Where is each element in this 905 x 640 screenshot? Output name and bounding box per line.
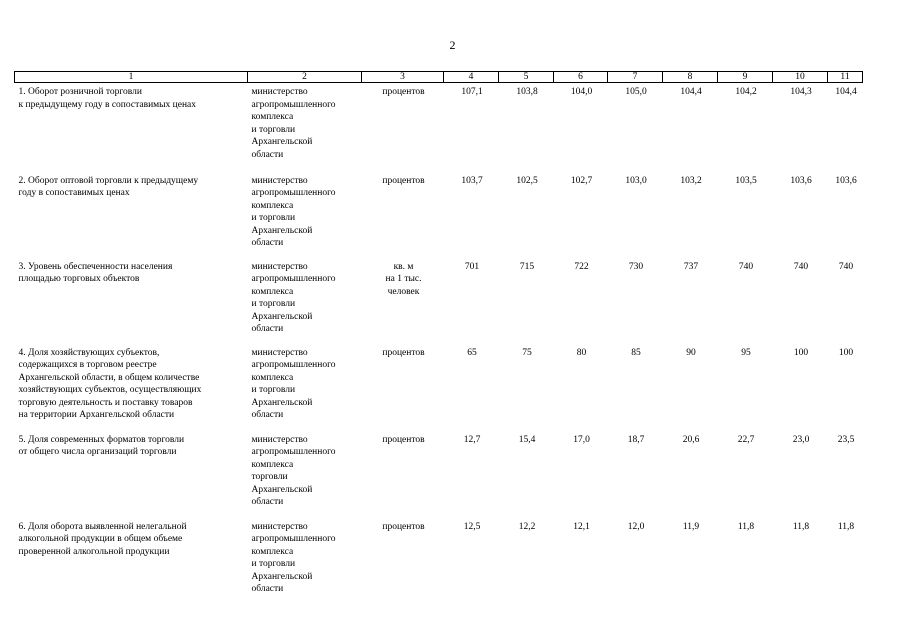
responsible-body-cell: министерство агропромышленного комплекса торговли Архангельской области	[251, 434, 336, 507]
value-cell: 737	[683, 261, 699, 272]
value-cell: 75	[522, 347, 532, 358]
responsible-body-cell: министерство агропромышленного комплекса и торговли Архангельской области	[251, 347, 336, 420]
value-cell: 104,4	[835, 87, 857, 97]
value-cell: 102,7	[570, 175, 593, 186]
value-cell: 23,0	[792, 434, 810, 445]
value-cell: 104,2	[735, 87, 757, 97]
page-number: 2	[449, 38, 456, 52]
column-header: 6	[554, 72, 608, 83]
column-header: 7	[608, 72, 663, 83]
value-cell: 80	[576, 347, 587, 358]
value-cell: 11,8	[792, 521, 810, 532]
unit-cell: кв. м на 1 тыс. человек	[385, 261, 422, 297]
value-cell: 103,5	[735, 175, 757, 186]
responsible-body-cell: министерство агропромышленного комплекса и торговли Архангельской области	[251, 521, 336, 594]
value-cell: 23,5	[837, 434, 855, 445]
value-cell: 12,5	[463, 521, 481, 532]
value-cell: 12,0	[627, 521, 645, 532]
indicator-row	[15, 257, 863, 343]
value-cell: 17,0	[573, 434, 590, 445]
responsible-body-cell: министерство агропромышленного комплекса и торговли Архангельской области	[251, 175, 336, 248]
value-cell: 107,1	[461, 87, 483, 97]
column-header: 9	[718, 72, 773, 83]
value-cell: 103,7	[461, 175, 483, 186]
indicator-name-cell: 2. Оборот оптовой торговли к предыдущему году в сопоставимых ценах	[18, 175, 199, 198]
value-cell: 65	[467, 347, 477, 358]
value-cell: 103,6	[835, 175, 857, 186]
value-cell: 104,0	[570, 87, 593, 97]
indicator-row	[15, 430, 863, 517]
responsible-body-cell: министерство агропромышленного комплекса и торговли Архангельской области	[251, 261, 336, 334]
column-header: 5	[499, 72, 554, 83]
value-cell: 12,7	[463, 434, 481, 445]
column-header: 3	[362, 72, 444, 83]
unit-cell: процентов	[382, 347, 425, 358]
column-header: 8	[663, 72, 718, 83]
value-cell: 730	[628, 261, 644, 272]
value-cell: 103,8	[516, 87, 538, 97]
unit-cell: процентов	[382, 434, 425, 445]
value-cell: 740	[838, 261, 854, 272]
indicator-name-cell: 6. Доля оборота выявленной нелегальной алкогольной продукции в общем объеме проверенной алкогольной продукции	[18, 521, 187, 557]
indicator-row	[15, 83, 863, 171]
value-cell: 85	[631, 347, 641, 358]
value-cell: 12,2	[518, 521, 536, 532]
value-cell: 100	[793, 347, 809, 358]
value-cell: 701	[464, 261, 480, 272]
column-header: 1	[15, 72, 248, 83]
value-cell: 102,5	[516, 175, 538, 186]
column-header: 4	[444, 72, 499, 83]
value-cell: 95	[741, 347, 751, 358]
unit-cell: процентов	[382, 175, 425, 186]
value-cell: 18,7	[627, 434, 645, 445]
column-header: 2	[248, 72, 362, 83]
responsible-body-cell: министерство агропромышленного комплекса и торговли Архангельской области	[251, 87, 336, 160]
value-cell: 11,8	[737, 521, 755, 532]
value-cell: 103,2	[680, 175, 702, 186]
value-cell: 12,1	[573, 521, 590, 532]
value-cell: 15,4	[518, 434, 536, 445]
value-cell: 104,3	[790, 87, 812, 97]
indicator-name-cell: 3. Уровень обеспеченности населения площадью торговых объектов	[18, 261, 173, 284]
value-cell: 740	[738, 261, 754, 272]
column-header: 11	[828, 72, 863, 83]
value-cell: 740	[793, 261, 809, 272]
value-cell: 22,7	[737, 434, 755, 445]
column-number-header-row	[15, 72, 863, 83]
indicator-name-cell: 1. Оборот розничной торговли к предыдущему году в сопоставимых ценах	[18, 87, 197, 110]
unit-cell: процентов	[382, 521, 425, 532]
value-cell: 722	[574, 261, 589, 272]
value-cell: 715	[519, 261, 535, 272]
value-cell: 103,6	[790, 175, 812, 186]
indicator-row	[15, 171, 863, 257]
value-cell: 104,4	[680, 87, 702, 97]
indicator-name-cell: 4. Доля хозяйствующих субъектов, содержащихся в торговом реестре Архангельской области, в общем количестве хозяйствующих субъектов, осуществляющих торговую деятельность и поставку товаров на территории Архангельской области	[18, 347, 202, 420]
indicator-row	[15, 343, 863, 430]
value-cell: 105,0	[625, 87, 647, 97]
value-cell: 20,6	[682, 434, 700, 445]
unit-cell: процентов	[382, 87, 425, 97]
indicator-row	[15, 517, 863, 597]
indicator-name-cell: 5. Доля современных форматов торговли от общего числа организаций торговли	[18, 434, 185, 457]
value-cell: 100	[838, 347, 854, 358]
value-cell: 103,0	[625, 175, 647, 186]
column-header: 10	[773, 72, 828, 83]
indicators-table	[14, 71, 863, 597]
value-cell: 11,9	[682, 521, 700, 532]
value-cell: 90	[686, 347, 696, 358]
value-cell: 11,8	[837, 521, 855, 532]
